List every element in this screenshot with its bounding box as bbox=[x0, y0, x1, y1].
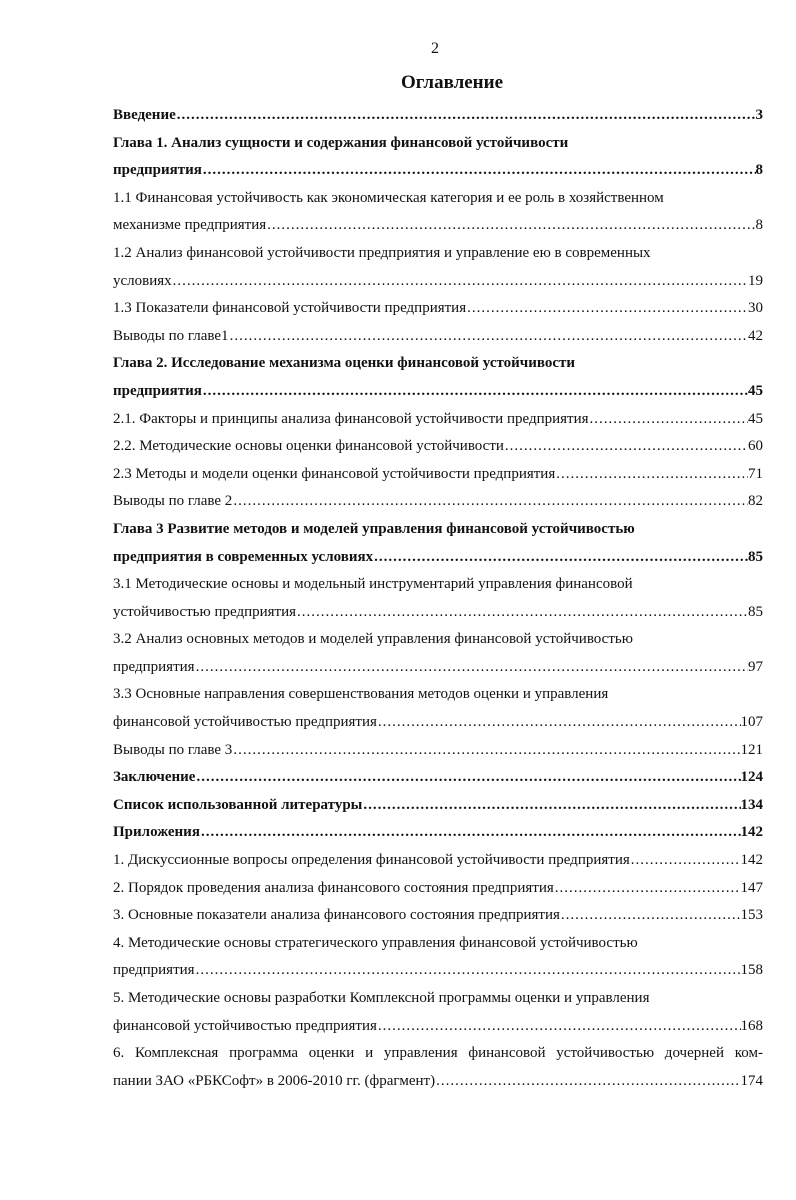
toc-entry-text: 3. Основные показатели анализа финансового состояния предприятия bbox=[113, 907, 560, 924]
toc-entry-text: 1.2 Анализ финансовой устойчивости предприятия и управление ею в современных bbox=[113, 244, 651, 261]
toc-leader-dots bbox=[195, 764, 740, 792]
toc-entry-text: Заключение bbox=[113, 769, 196, 786]
toc-entry bbox=[113, 847, 763, 875]
toc-leader-dots bbox=[232, 737, 740, 765]
toc-page-number: 85 bbox=[748, 603, 763, 620]
toc-page-number: 142 bbox=[740, 852, 763, 869]
toc-leader-dots bbox=[554, 875, 741, 903]
toc-leader-dots bbox=[202, 157, 756, 185]
toc-entry-text: Выводы по главе 3 bbox=[113, 741, 233, 758]
toc-entry bbox=[113, 709, 763, 737]
toc-entry bbox=[113, 212, 763, 240]
toc-leader-dots bbox=[504, 433, 748, 461]
toc-entry-text: 3.2 Анализ основных методов и моделей управления финансовой устойчивостью bbox=[113, 631, 633, 648]
toc-entry-text: устойчивостью предприятия bbox=[113, 603, 297, 620]
toc-entry-text: Глава 2. Исследование механизма оценки финансовой устойчивости bbox=[113, 355, 576, 372]
toc-entry-text: финансовой устойчивостью предприятия bbox=[113, 714, 377, 731]
toc-page-number: 45 bbox=[748, 410, 763, 427]
toc-entry bbox=[113, 461, 763, 489]
toc-entry bbox=[113, 571, 763, 599]
page-number: 2 bbox=[431, 40, 439, 57]
toc-entry bbox=[113, 792, 763, 820]
toc-entry-text: предприятия bbox=[113, 382, 202, 399]
toc-entry-text: 4. Методические основы стратегического управления финансовой устойчивостью bbox=[113, 934, 638, 951]
toc-leader-dots bbox=[176, 102, 756, 130]
toc-entry bbox=[113, 433, 763, 461]
toc-entry-text: 2.2. Методические основы оценки финансовой устойчивости bbox=[113, 438, 504, 455]
toc-leader-dots bbox=[373, 544, 748, 572]
toc-entry bbox=[113, 1040, 763, 1068]
toc-entry-text: финансовой устойчивостью предприятия bbox=[113, 1017, 377, 1034]
toc-entry-text: предприятия в современных условиях bbox=[113, 548, 374, 565]
toc-leader-dots bbox=[589, 406, 748, 434]
toc-entry-text: Введение bbox=[113, 107, 176, 123]
toc-entry bbox=[113, 488, 763, 516]
toc-entry bbox=[113, 902, 763, 930]
toc-entry bbox=[113, 185, 763, 213]
table-of-contents bbox=[113, 102, 763, 1095]
toc-leader-dots bbox=[362, 792, 740, 820]
toc-entry bbox=[113, 378, 763, 406]
toc-leader-dots bbox=[195, 957, 741, 985]
toc-entry-text: Глава 1. Анализ сущности и содержания финансовой устойчивости bbox=[113, 134, 569, 151]
toc-page-number: 8 bbox=[755, 217, 763, 234]
toc-entry-text: условиях bbox=[113, 272, 172, 289]
toc-page-number: 19 bbox=[748, 272, 763, 289]
toc-entry bbox=[113, 681, 763, 709]
toc-page-number: 107 bbox=[740, 714, 763, 731]
toc-entry bbox=[113, 240, 763, 268]
toc-leader-dots bbox=[195, 654, 748, 682]
toc-entry-text: предприятия bbox=[113, 962, 195, 979]
toc-entry bbox=[113, 737, 763, 765]
toc-entry-text: 1.3 Показатели финансовой устойчивости предприятия bbox=[113, 300, 467, 317]
toc-page-number: 134 bbox=[740, 796, 763, 813]
toc-entry-text: 3.3 Основные направления совершенствования методов оценки и управления bbox=[113, 686, 609, 703]
toc-page-number: 121 bbox=[740, 741, 763, 758]
toc-entry bbox=[113, 1068, 763, 1096]
toc-entry bbox=[113, 350, 763, 378]
toc-leader-dots bbox=[377, 709, 741, 737]
toc-page-number: 60 bbox=[748, 438, 763, 455]
toc-leader-dots bbox=[560, 902, 741, 930]
toc-leader-dots bbox=[377, 1013, 741, 1041]
toc-entry-text: Выводы по главе 2 bbox=[113, 493, 233, 510]
toc-entry-text: предприятия bbox=[113, 162, 202, 179]
toc-page-number: 3 bbox=[755, 107, 763, 123]
toc-entry bbox=[113, 268, 763, 296]
toc-entry-text: Список использованной литературы bbox=[113, 796, 363, 813]
toc-entry bbox=[113, 599, 763, 627]
toc-leader-dots bbox=[229, 323, 748, 351]
toc-leader-dots bbox=[172, 268, 748, 296]
toc-page-number: 124 bbox=[740, 769, 763, 786]
toc-page-number: 153 bbox=[740, 907, 763, 924]
toc-entry bbox=[113, 764, 763, 792]
toc-entry bbox=[113, 157, 763, 185]
toc-entry bbox=[113, 544, 763, 572]
toc-entry bbox=[113, 295, 763, 323]
toc-page-number: 97 bbox=[748, 658, 763, 675]
toc-entry bbox=[113, 130, 763, 158]
toc-entry-text: 3.1 Методические основы и модельный инструментарий управления финансовой bbox=[113, 576, 633, 593]
toc-entry bbox=[113, 930, 763, 958]
toc-page-number: 42 bbox=[748, 327, 763, 344]
toc-leader-dots bbox=[435, 1068, 740, 1096]
toc-entry-text: пании ЗАО «РБКСофт» в 2006-2010 гг. (фрагмент) bbox=[113, 1072, 436, 1089]
toc-entry bbox=[113, 102, 763, 130]
toc-entry bbox=[113, 1013, 763, 1041]
toc-page-number: 82 bbox=[748, 493, 763, 510]
toc-entry-text: 2. Порядок проведения анализа финансового состояния предприятия bbox=[113, 879, 554, 896]
toc-leader-dots bbox=[200, 819, 741, 847]
toc-page-number: 85 bbox=[748, 548, 763, 565]
toc-entry bbox=[113, 985, 763, 1013]
toc-entry bbox=[113, 406, 763, 434]
toc-leader-dots bbox=[630, 847, 741, 875]
toc-page-number: 168 bbox=[740, 1017, 763, 1034]
toc-entry-text: 5. Методические основы разработки Комплексной программы оценки и управления bbox=[113, 990, 650, 1006]
toc-page-number: 147 bbox=[740, 879, 763, 896]
toc-entry bbox=[113, 875, 763, 903]
toc-entry bbox=[113, 626, 763, 654]
page-title: Оглавление bbox=[400, 72, 504, 93]
toc-entry bbox=[113, 516, 763, 544]
toc-page-number: 30 bbox=[748, 300, 763, 317]
toc-entry-text: Глава 3 Развитие методов и моделей управления финансовой устойчивостью bbox=[113, 520, 635, 537]
toc-page-number: 45 bbox=[748, 382, 763, 399]
toc-page-number: 71 bbox=[748, 465, 763, 482]
toc-page-number: 174 bbox=[740, 1072, 763, 1089]
toc-leader-dots bbox=[232, 488, 748, 516]
toc-page-number: 158 bbox=[740, 962, 763, 979]
toc-entry-text: механизме предприятия bbox=[113, 217, 267, 234]
toc-page-number: 8 bbox=[755, 162, 763, 179]
toc-entry-text: 1. Дискуссионные вопросы определения финансовой устойчивости предприятия bbox=[113, 852, 630, 869]
toc-entry-text: предприятия bbox=[113, 658, 195, 675]
toc-page-number: 142 bbox=[740, 824, 763, 841]
toc-leader-dots bbox=[296, 599, 748, 627]
toc-entry-text: 1.1 Финансовая устойчивость как экономическая категория и ее роль в хозяйственном bbox=[113, 189, 664, 206]
toc-entry bbox=[113, 654, 763, 682]
toc-entry-text: 6. Комплексная программа оценки и управления финансовой устойчивостью дочерней ком- bbox=[113, 1045, 763, 1062]
toc-entry-text: Приложения bbox=[113, 824, 200, 841]
toc-leader-dots bbox=[555, 461, 748, 489]
toc-entry-text: 2.3 Методы и модели оценки финансовой устойчивости предприятия bbox=[113, 465, 556, 482]
toc-entry-text: 2.1. Факторы и принципы анализа финансовой устойчивости предприятия bbox=[113, 410, 589, 427]
toc-entry bbox=[113, 323, 763, 351]
toc-leader-dots bbox=[266, 212, 755, 240]
toc-leader-dots bbox=[466, 295, 748, 323]
toc-entry-text: Выводы по главе1 bbox=[113, 327, 229, 344]
toc-entry bbox=[113, 957, 763, 985]
toc-leader-dots bbox=[202, 378, 748, 406]
toc-entry bbox=[113, 819, 763, 847]
